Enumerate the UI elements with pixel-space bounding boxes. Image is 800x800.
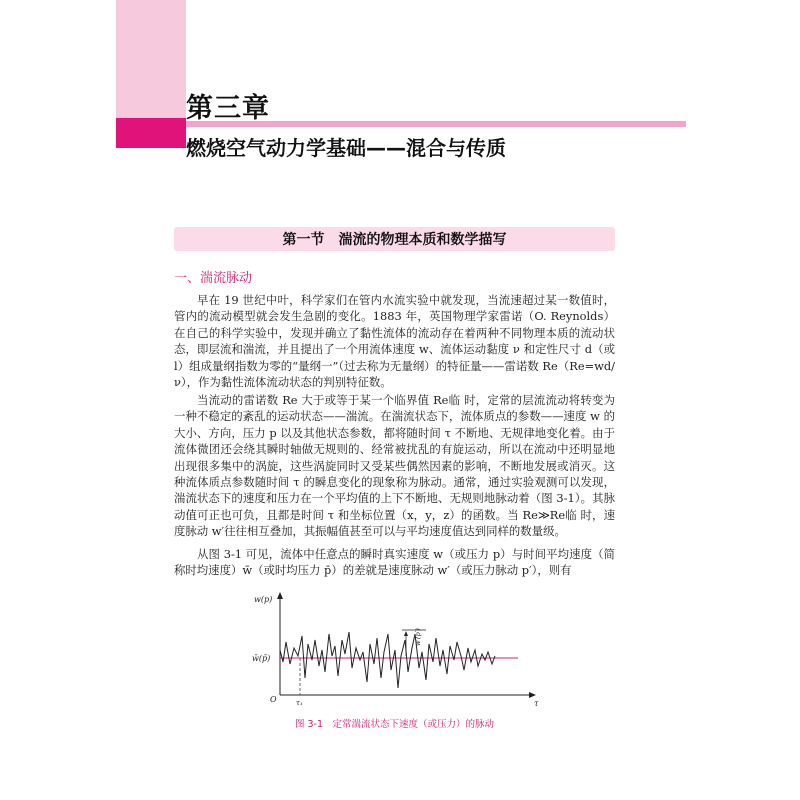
- mean-label: w̄(p̄): [252, 654, 271, 663]
- chapter-title: 燃烧空气动力学基础——混合与传质: [186, 136, 506, 160]
- t1-label: τ₁: [296, 699, 303, 707]
- pulsation-signal: [280, 632, 495, 688]
- figure-caption: 图 3-1 定常湍流状态下速度（或压力）的脉动: [294, 719, 495, 730]
- paragraph-3: 从图 3-1 可见，流体中任意点的瞬时真实速度 w（或压力 p）与时间平均速度（简称时均速度）w̄（或时均压力 p̄）的差就是速度脉动 w′（或压力脉动 p′），则有: [174, 547, 615, 578]
- chapter-accent-block: [116, 118, 186, 148]
- origin-label: O: [270, 695, 277, 704]
- section-heading-bar: [174, 227, 615, 251]
- y-axis-label: w(p): [254, 595, 273, 604]
- section-heading: 第一节 湍流的物理本质和数学描写: [282, 232, 507, 248]
- figure-3-1: [250, 590, 540, 710]
- amplitude-arrow-head: [404, 631, 408, 636]
- paragraph-1: 早在 19 世纪中叶，科学家们在管内水流实验中就发现，当流速超过某一数值时，管内的流动模型就会发生急剧的变化。1883 年，英国物理学家雷诺（O. Reynolds）在自己的科学实验中，发现并确立了黏性流体的流动存在着两种不同物理本质的流动状态，即层流和湍流，并且提出了一个用流体速度 w、流体运动黏度 ν 和定性尺寸 d（或 l）组成量纲指数为零的“量纲一”（过去称为无量纲）的特征量——雷诺数 Re（Re=wd/ν），作为黏性流体流动状态的判别特征数。: [174, 293, 615, 390]
- x-axis-arrow: [529, 692, 536, 698]
- y-axis-arrow: [277, 592, 283, 599]
- amplitude-label: w′(p′): [414, 628, 422, 646]
- chapter-number: 第三章: [186, 93, 270, 124]
- subsection-heading: 一、湍流脉动: [174, 271, 253, 286]
- paragraph-2: 当流动的雷诺数 Re 大于或等于某一个临界值 Re临 时，定常的层流流动将转变为一种不稳定的紊乱的运动状态——湍流。在湍流状态下，流体质点的参数——速度 w 的大小、方向，压力 p 以及其他状态参数，都将随时间 τ 不断地、无规律地变化着。由于流体微团还会绕其瞬时轴做无规则的、经常被扰乱的有旋运动，所以在流动中还明显地出现很多集中的涡旋，这些涡旋同时又受某些偶然因素的影响，不断地发展或消灭。这种流体质点参数随时间 τ 的瞬息变化的现象称为脉动。通常，通过实验观测可以发现，湍流状态下的速度和压力在一个平均值的上下不断地、无规则地脉动着（图 3-1）。其脉动值可正也可负，且都是时间 τ 和坐标位置（x，y，z）的函数。当 Re≫Re临 时，速度脉动 w′往往相互叠加，其振幅值甚至可以与平均速度值达到同样的数量级。: [174, 393, 615, 539]
- x-axis-label: τ: [534, 699, 539, 708]
